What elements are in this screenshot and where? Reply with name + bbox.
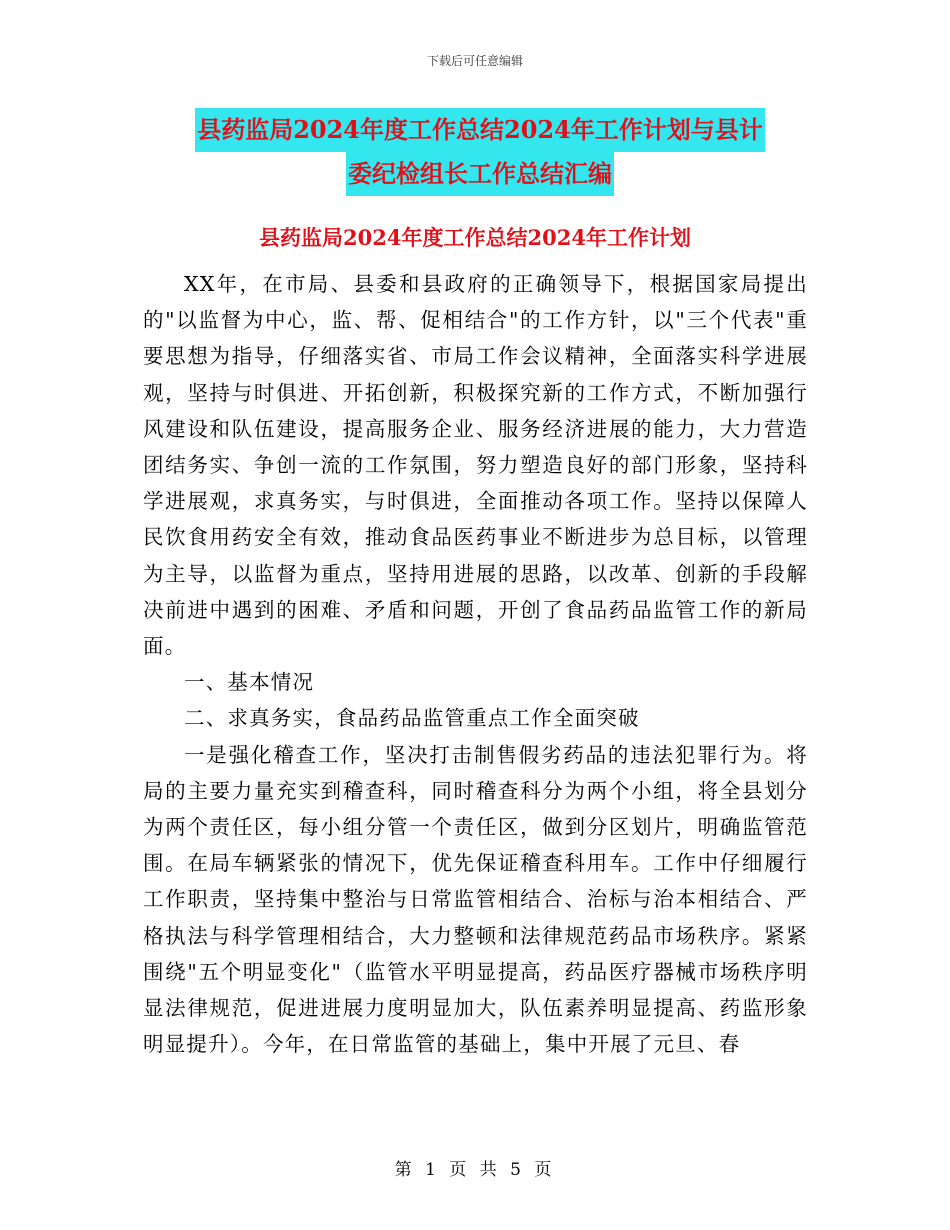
page-footer: 第 1 页 共 5 页 [394, 1160, 556, 1180]
header-note: 下载后可任意编辑 [426, 54, 523, 68]
paragraph-intro: XX年，在市局、县委和县政府的正确领导下，根据国家局提出的"以监督为中心，监、帮、促相结合"的工作方针，以"三个代表"重要思想为指导，仔细落实省、市局工作会议精神，全面落实科学进展观，坚持与时俱进、开拓创新，积极探究新的工作方式，不断加强行风建设和队伍建设，提高服务企业、服务经济进展的能力，大力营造团结务实、争创一流的工作氛围，努力塑造良好的部门形象，坚持科学进展观，求真务实，与时俱进，全面推动各项工作。坚持以保障人民饮食用药安全有效，推动食品医药事业不断进步为总目标，以管理为主导，以监督为重点，坚持用进展的思路，以改革、创新的手段解决前进中遇到的困难、矛盾和问题，开创了食品药品监管工作的新局面。 [143, 272, 808, 659]
title-line-1: 县药监局2024年度工作总结2024年工作计划与县计 [195, 108, 765, 152]
title-line-2: 委纪检组长工作总结汇编 [346, 152, 614, 196]
document-body [143, 266, 808, 1062]
heading-basic-situation: 一、基本情况 [184, 670, 315, 695]
section-title: 县药监局2024年度工作总结2024年工作计划 [259, 225, 691, 250]
paragraph-inspection: 一是强化稽查工作，坚决打击制售假劣药品的违法犯罪行为。将局的主要力量充实到稽查科，同时稽查科分为两个小组，将全县划分为两个责任区，每小组分管一个责任区，做到分区划片，明确监管范围。在局车辆紧张的情况下，优先保证稽查科用车。工作中仔细履行工作职责，坚持集中整治与日常监管相结合、治标与治本相结合、严格执法与科学管理相结合，大力整顿和法律规范药品市场秩序。紧紧围绕"五个明显变化"（监管水平明显提高，药品医疗器械市场秩序明显法律规范，促进进展力度明显加大，队伍素养明显提高、药监形象明显提升）。今年，在日常监管的基础上，集中开展了元旦、春 [143, 742, 808, 1057]
heading-key-work: 二、求真务实，食品药品监管重点工作全面突破 [184, 706, 640, 731]
document-title [140, 108, 820, 196]
